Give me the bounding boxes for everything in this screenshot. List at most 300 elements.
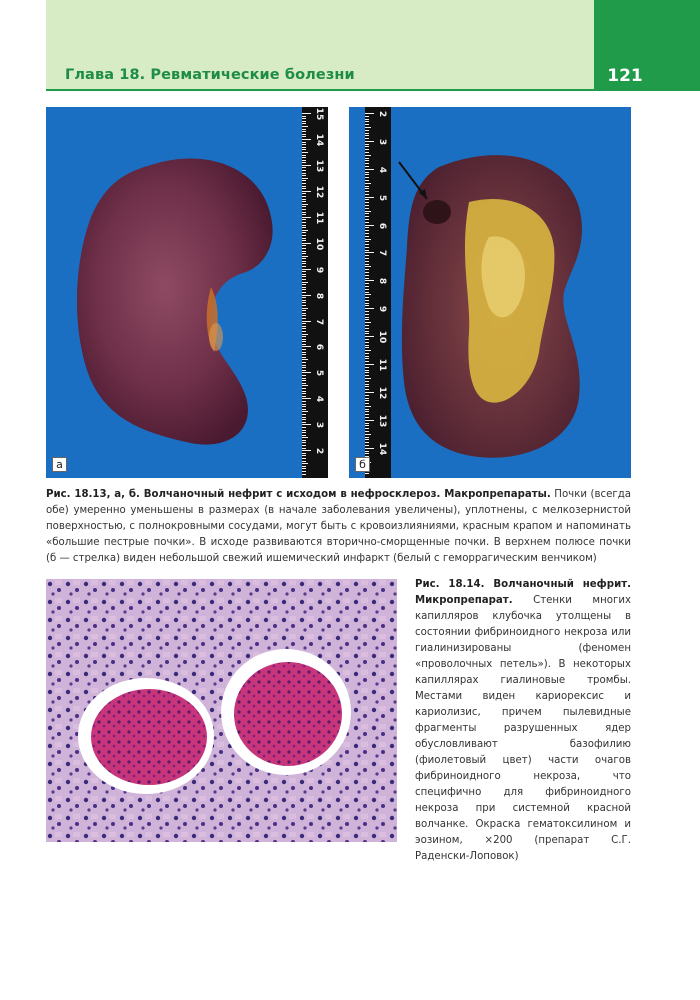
ruler-number: 2 bbox=[377, 110, 387, 118]
ruler-tick bbox=[302, 142, 306, 143]
ruler-tick bbox=[365, 146, 369, 147]
ruler-tick bbox=[302, 178, 308, 179]
figure-13-caption-text: Почки (всегда обе) умеренно уменьшены в размерах (в начале заболевания увеличены), уплотнены, с мелкозернистой поверхностью, с полнокровными сосудами, могут быть с кровоизлияниями, красным крапом и напоминать «большие пестрые почки». В исходе развиваются вторично-сморщенные почки. В верхнем полюсе почки (б — стрелка) виден небольшой свежий ишемический инфаркт (белый с геморрагическим венчиком) bbox=[46, 489, 631, 564]
ruler-tick bbox=[302, 199, 306, 200]
ruler-tick bbox=[365, 169, 374, 170]
ruler-tick bbox=[365, 188, 369, 189]
ruler-tick bbox=[365, 197, 374, 198]
figure-14-caption-title: Рис. 18.14. Волчаночный нефрит. Микропрепарат. bbox=[415, 579, 631, 606]
ruler-tick bbox=[365, 113, 374, 114]
ruler-tick bbox=[365, 322, 371, 323]
ruler-tick bbox=[365, 250, 369, 251]
ruler-tick bbox=[365, 367, 369, 368]
ruler-tick bbox=[302, 318, 306, 319]
ruler-tick bbox=[365, 275, 369, 276]
ruler-tick bbox=[302, 212, 306, 213]
ruler-tick bbox=[365, 400, 369, 401]
ruler-tick bbox=[302, 305, 306, 306]
ruler-number: 13 bbox=[377, 414, 387, 428]
ruler-tick bbox=[302, 404, 306, 405]
ruler-tick bbox=[302, 240, 306, 241]
ruler-tick bbox=[365, 135, 369, 136]
ruler-tick bbox=[302, 155, 306, 156]
ruler-number: 3 bbox=[377, 138, 387, 146]
ruler-tick bbox=[365, 230, 369, 231]
ruler-tick bbox=[302, 432, 306, 433]
ruler-tick bbox=[365, 191, 369, 192]
ruler-tick bbox=[365, 199, 369, 200]
ruler-tick bbox=[302, 196, 306, 197]
ruler-tick bbox=[302, 256, 308, 257]
ruler-tick bbox=[302, 437, 308, 438]
ruler-tick bbox=[365, 423, 369, 424]
ruler-tick bbox=[302, 116, 306, 117]
ruler-tick bbox=[302, 295, 311, 296]
ruler-tick bbox=[365, 303, 369, 304]
ruler-tick bbox=[302, 448, 306, 449]
ruler-tick bbox=[302, 232, 306, 233]
ruler-tick bbox=[365, 183, 371, 184]
ruler-number: 10 bbox=[377, 330, 387, 344]
ruler-tick bbox=[365, 411, 369, 412]
ruler-tick bbox=[302, 300, 306, 301]
ruler-tick bbox=[365, 336, 374, 337]
ruler-tick bbox=[365, 141, 374, 142]
ruler-tick bbox=[302, 214, 306, 215]
measuring-ruler-a bbox=[302, 107, 328, 478]
ruler-tick bbox=[302, 271, 306, 272]
figure-14-caption bbox=[415, 577, 631, 865]
ruler-tick bbox=[302, 118, 306, 119]
ruler-tick bbox=[302, 367, 306, 368]
ruler-number: 4 bbox=[377, 166, 387, 173]
ruler-number: 14 bbox=[314, 133, 324, 147]
header-rule bbox=[46, 89, 594, 91]
micrograph-image bbox=[46, 579, 397, 842]
ruler-tick bbox=[365, 247, 369, 248]
ruler-tick bbox=[302, 315, 306, 316]
ruler-tick bbox=[302, 222, 306, 223]
ruler-tick bbox=[365, 119, 369, 120]
ruler-tick bbox=[302, 274, 306, 275]
ruler-tick bbox=[302, 383, 306, 384]
ruler-tick bbox=[365, 420, 374, 421]
ruler-tick bbox=[302, 471, 306, 472]
ruler-tick bbox=[365, 180, 369, 181]
ruler-number: 12 bbox=[314, 185, 324, 199]
ruler-tick bbox=[302, 269, 311, 270]
ruler-tick bbox=[302, 253, 306, 254]
ruler-tick bbox=[302, 263, 306, 264]
ruler-tick bbox=[365, 172, 369, 173]
ruler-tick bbox=[365, 155, 371, 156]
ruler-tick bbox=[302, 463, 308, 464]
ruler-tick bbox=[302, 167, 306, 168]
ruler-tick bbox=[302, 282, 308, 283]
ruler-tick bbox=[302, 458, 306, 459]
ruler-tick bbox=[365, 448, 374, 449]
ruler-tick bbox=[365, 445, 369, 446]
ruler-tick bbox=[365, 124, 369, 125]
ruler-tick bbox=[365, 244, 369, 245]
ruler-tick bbox=[365, 442, 369, 443]
ruler-tick bbox=[365, 333, 369, 334]
ruler-tick bbox=[365, 272, 369, 273]
ruler-tick bbox=[365, 144, 369, 145]
ruler-tick bbox=[365, 409, 369, 410]
ruler-tick bbox=[365, 417, 369, 418]
ruler-tick bbox=[302, 466, 306, 467]
ruler-tick bbox=[302, 323, 306, 324]
kidney-whole-illustration bbox=[46, 107, 328, 478]
ruler-tick bbox=[365, 121, 369, 122]
ruler-tick bbox=[302, 349, 306, 350]
ruler-tick bbox=[302, 453, 306, 454]
ruler-tick bbox=[365, 453, 369, 454]
ruler-tick bbox=[302, 409, 306, 410]
ruler-tick bbox=[365, 311, 369, 312]
ruler-tick bbox=[365, 194, 369, 195]
ruler-tick bbox=[365, 381, 369, 382]
chapter-title: Глава 18. Ревматические болезни bbox=[65, 67, 355, 83]
ruler-tick bbox=[302, 225, 306, 226]
ruler-tick bbox=[365, 375, 369, 376]
ruler-tick bbox=[365, 133, 369, 134]
figure-14-caption-text: Стенки многих капилляров клубочка утолщены в состоянии фибриноидного некроза или гиалинизированы (феномен «проволочных петель»). В некоторых капиллярах гиалиновые тромбы. Местами виден кариорексис и кариолизис, причем пылевидные фрагменты разрушенных ядер обусловливают базофилию (фиолетовый цвет) части очагов фибриноидного некроза, что специфично для фибриноидного некроза при системной красной волчанке. Окраска гематоксилином и эозином, ×200 (препарат С.Г. Раденски-Лоповок) bbox=[415, 595, 631, 862]
ruler-number: 14 bbox=[377, 442, 387, 455]
ruler-tick bbox=[365, 149, 369, 150]
ruler-tick bbox=[365, 280, 374, 281]
ruler-tick bbox=[365, 130, 369, 131]
ruler-tick bbox=[365, 255, 369, 256]
ruler-tick bbox=[302, 149, 306, 150]
ruler-tick bbox=[302, 245, 306, 246]
ruler-tick bbox=[302, 152, 308, 153]
ruler-tick bbox=[302, 396, 306, 397]
ruler-tick bbox=[365, 286, 369, 287]
ruler-tick bbox=[302, 328, 306, 329]
ruler-tick bbox=[302, 435, 306, 436]
ruler-tick bbox=[302, 422, 306, 423]
ruler-tick bbox=[302, 430, 306, 431]
ruler-tick bbox=[302, 411, 308, 412]
ruler-tick bbox=[302, 136, 306, 137]
ruler-tick bbox=[302, 424, 311, 425]
kidney-section-illustration bbox=[349, 107, 631, 478]
ruler-tick bbox=[365, 225, 374, 226]
ruler-number: 4 bbox=[314, 396, 324, 403]
ruler-tick bbox=[302, 398, 311, 399]
ruler-tick bbox=[365, 138, 369, 139]
ruler-tick bbox=[302, 129, 306, 130]
ruler-tick bbox=[365, 451, 369, 452]
ruler-tick bbox=[302, 359, 308, 360]
ruler-tick bbox=[302, 144, 306, 145]
ruler-number: 5 bbox=[314, 370, 324, 377]
ruler-tick bbox=[365, 364, 374, 365]
ruler-tick bbox=[365, 211, 371, 212]
ruler-number: 6 bbox=[314, 344, 324, 351]
ruler-number: 7 bbox=[377, 250, 387, 257]
ruler-tick bbox=[365, 116, 369, 117]
ruler-tick bbox=[365, 163, 369, 164]
ruler-tick bbox=[302, 266, 306, 267]
ruler-tick bbox=[365, 386, 369, 387]
ruler-tick bbox=[365, 216, 369, 217]
ruler-tick bbox=[365, 152, 369, 153]
ruler-tick bbox=[365, 439, 369, 440]
ruler-tick bbox=[302, 380, 306, 381]
ruler-number: 8 bbox=[314, 292, 324, 299]
ruler-tick bbox=[302, 365, 306, 366]
ruler-tick bbox=[302, 375, 306, 376]
ruler-number: 8 bbox=[377, 278, 387, 285]
ruler-tick bbox=[302, 147, 306, 148]
ruler-tick bbox=[302, 461, 306, 462]
ruler-tick bbox=[302, 186, 306, 187]
ruler-tick bbox=[365, 345, 369, 346]
ruler-tick bbox=[365, 347, 369, 348]
ruler-tick bbox=[365, 269, 369, 270]
ruler-tick bbox=[365, 319, 369, 320]
ruler-tick bbox=[302, 334, 308, 335]
ruler-tick bbox=[302, 284, 306, 285]
ruler-tick bbox=[365, 205, 369, 206]
ruler-tick bbox=[302, 183, 306, 184]
ruler-tick bbox=[302, 427, 306, 428]
ruler-tick bbox=[302, 227, 306, 228]
ruler-number: 9 bbox=[377, 306, 387, 313]
ruler-tick bbox=[302, 201, 306, 202]
ruler-number: 6 bbox=[377, 222, 387, 229]
ruler-tick bbox=[302, 251, 306, 252]
ruler-number: 11 bbox=[377, 358, 387, 372]
ruler-tick bbox=[365, 414, 369, 415]
ruler-tick bbox=[365, 283, 369, 284]
ruler-tick bbox=[302, 209, 306, 210]
ruler-tick bbox=[302, 352, 306, 353]
ruler-tick bbox=[302, 354, 306, 355]
ruler-tick bbox=[302, 393, 306, 394]
ruler-tick bbox=[302, 414, 306, 415]
ruler-tick bbox=[302, 279, 306, 280]
ruler-tick bbox=[302, 123, 306, 124]
kidney-photo-b bbox=[349, 107, 631, 478]
ruler-tick bbox=[365, 317, 369, 318]
ruler-tick bbox=[302, 243, 311, 244]
ruler-tick bbox=[365, 428, 369, 429]
ruler-tick bbox=[365, 378, 371, 379]
ruler-tick bbox=[302, 321, 311, 322]
ruler-tick bbox=[365, 389, 369, 390]
ruler-tick bbox=[302, 126, 308, 127]
ruler-tick bbox=[302, 113, 311, 114]
ruler-tick bbox=[365, 174, 369, 175]
ruler-tick bbox=[365, 236, 369, 237]
ruler-tick bbox=[302, 165, 311, 166]
ruler-number: 5 bbox=[377, 194, 387, 201]
kidney-photo-a bbox=[46, 107, 328, 478]
ruler-tick bbox=[302, 341, 306, 342]
ruler-tick bbox=[365, 331, 369, 332]
ruler-tick bbox=[365, 127, 371, 128]
ruler-tick bbox=[302, 276, 306, 277]
ruler-tick bbox=[365, 292, 369, 293]
ruler-tick bbox=[365, 278, 369, 279]
measuring-ruler-b bbox=[365, 107, 391, 478]
ruler-number: 3 bbox=[314, 422, 324, 429]
ruler-tick bbox=[365, 398, 369, 399]
ruler-tick bbox=[365, 264, 369, 265]
ruler-tick bbox=[365, 219, 369, 220]
ruler-tick bbox=[302, 297, 306, 298]
ruler-tick bbox=[302, 440, 306, 441]
ruler-tick bbox=[302, 173, 306, 174]
ruler-tick bbox=[365, 252, 374, 253]
ruler-tick bbox=[302, 455, 306, 456]
ruler-tick bbox=[302, 261, 306, 262]
ruler-tick bbox=[365, 361, 369, 362]
ruler-tick bbox=[302, 193, 306, 194]
ruler-tick bbox=[302, 175, 306, 176]
ruler-tick bbox=[302, 287, 306, 288]
ruler-tick bbox=[365, 166, 369, 167]
ruler-tick bbox=[302, 248, 306, 249]
ruler-tick bbox=[302, 162, 306, 163]
ruler-tick bbox=[365, 339, 369, 340]
ruler-tick bbox=[302, 310, 306, 311]
ruler-tick bbox=[302, 258, 306, 259]
ruler-tick bbox=[302, 219, 306, 220]
ruler-number: 11 bbox=[314, 211, 324, 225]
ruler-tick bbox=[365, 353, 369, 354]
ruler-tick bbox=[365, 289, 369, 290]
ruler-tick bbox=[365, 308, 374, 309]
ruler-tick bbox=[302, 160, 306, 161]
ruler-tick bbox=[365, 384, 369, 385]
ruler-tick bbox=[365, 177, 369, 178]
ruler-tick bbox=[365, 425, 369, 426]
ruler-tick bbox=[365, 314, 369, 315]
ruler-tick bbox=[302, 362, 306, 363]
ruler-tick bbox=[302, 217, 311, 218]
ruler-tick bbox=[365, 158, 369, 159]
ruler-tick bbox=[302, 417, 306, 418]
ruler-tick bbox=[302, 313, 306, 314]
ruler-number: 7 bbox=[314, 318, 324, 325]
ruler-number: 9 bbox=[314, 266, 324, 273]
ruler-tick bbox=[365, 258, 369, 259]
ruler-number: 13 bbox=[314, 159, 324, 173]
glomeruli-micrograph-illustration bbox=[46, 579, 397, 842]
ruler-tick bbox=[365, 403, 369, 404]
ruler-tick bbox=[302, 372, 311, 373]
ruler-tick bbox=[302, 385, 308, 386]
ruler-tick bbox=[302, 442, 306, 443]
ruler-tick bbox=[365, 434, 371, 435]
ruler-tick bbox=[302, 134, 306, 135]
ruler-tick bbox=[302, 339, 306, 340]
figure-13-caption bbox=[46, 487, 631, 567]
ruler-tick bbox=[365, 342, 369, 343]
ruler-tick bbox=[302, 139, 311, 140]
page-number: 121 bbox=[607, 66, 643, 86]
ruler-tick bbox=[302, 357, 306, 358]
ruler-number: 15 bbox=[314, 107, 324, 121]
ruler-tick bbox=[365, 202, 369, 203]
ruler-tick bbox=[302, 468, 306, 469]
ruler-number: 12 bbox=[377, 386, 387, 400]
ruler-tick bbox=[302, 302, 306, 303]
ruler-tick bbox=[365, 395, 369, 396]
ruler-tick bbox=[302, 191, 311, 192]
ruler-tick bbox=[302, 445, 306, 446]
ruler-tick bbox=[302, 289, 306, 290]
ruler-tick bbox=[365, 233, 369, 234]
ruler-tick bbox=[365, 241, 369, 242]
ruler-tick bbox=[365, 305, 369, 306]
ruler-tick bbox=[302, 378, 306, 379]
ruler-tick bbox=[365, 431, 369, 432]
ruler-tick bbox=[365, 358, 369, 359]
ruler-tick bbox=[365, 186, 369, 187]
ruler-tick bbox=[302, 344, 306, 345]
ruler-tick bbox=[302, 238, 306, 239]
ruler-tick bbox=[365, 208, 369, 209]
ruler-tick bbox=[302, 121, 306, 122]
ruler-tick bbox=[302, 157, 306, 158]
ruler-tick bbox=[365, 473, 369, 474]
ruler-tick bbox=[302, 326, 306, 327]
ruler-tick bbox=[302, 450, 311, 451]
ruler-tick bbox=[302, 474, 306, 475]
ruler-tick bbox=[302, 331, 306, 332]
panel-label-b: б bbox=[355, 457, 370, 472]
ruler-tick bbox=[365, 300, 369, 301]
ruler-tick bbox=[365, 350, 371, 351]
ruler-tick bbox=[302, 235, 306, 236]
ruler-tick bbox=[302, 180, 306, 181]
ruler-tick bbox=[365, 356, 369, 357]
ruler-tick bbox=[365, 437, 369, 438]
ruler-tick bbox=[365, 294, 371, 295]
ruler-number: 10 bbox=[314, 237, 324, 250]
ruler-tick bbox=[365, 266, 371, 267]
ruler-number: 2 bbox=[314, 448, 324, 455]
ruler-tick bbox=[365, 239, 371, 240]
ruler-tick bbox=[302, 388, 306, 389]
ruler-tick bbox=[365, 222, 369, 223]
ruler-tick bbox=[365, 261, 369, 262]
ruler-tick bbox=[365, 372, 369, 373]
ruler-tick bbox=[302, 131, 306, 132]
ruler-tick bbox=[365, 370, 369, 371]
ruler-tick bbox=[302, 391, 306, 392]
ruler-tick bbox=[302, 419, 306, 420]
ruler-tick bbox=[365, 227, 369, 228]
ruler-tick bbox=[302, 204, 308, 205]
ruler-tick bbox=[302, 230, 308, 231]
ruler-tick bbox=[365, 328, 369, 329]
ruler-tick bbox=[302, 170, 306, 171]
ruler-tick bbox=[365, 392, 374, 393]
panel-label-a: а bbox=[52, 457, 67, 472]
ruler-tick bbox=[302, 406, 306, 407]
ruler-tick bbox=[365, 297, 369, 298]
ruler-tick bbox=[365, 325, 369, 326]
figure-13-caption-title: Рис. 18.13, а, б. Волчаночный нефрит с исходом в нефросклероз. Макропрепараты. bbox=[46, 489, 551, 500]
ruler-tick bbox=[302, 206, 306, 207]
